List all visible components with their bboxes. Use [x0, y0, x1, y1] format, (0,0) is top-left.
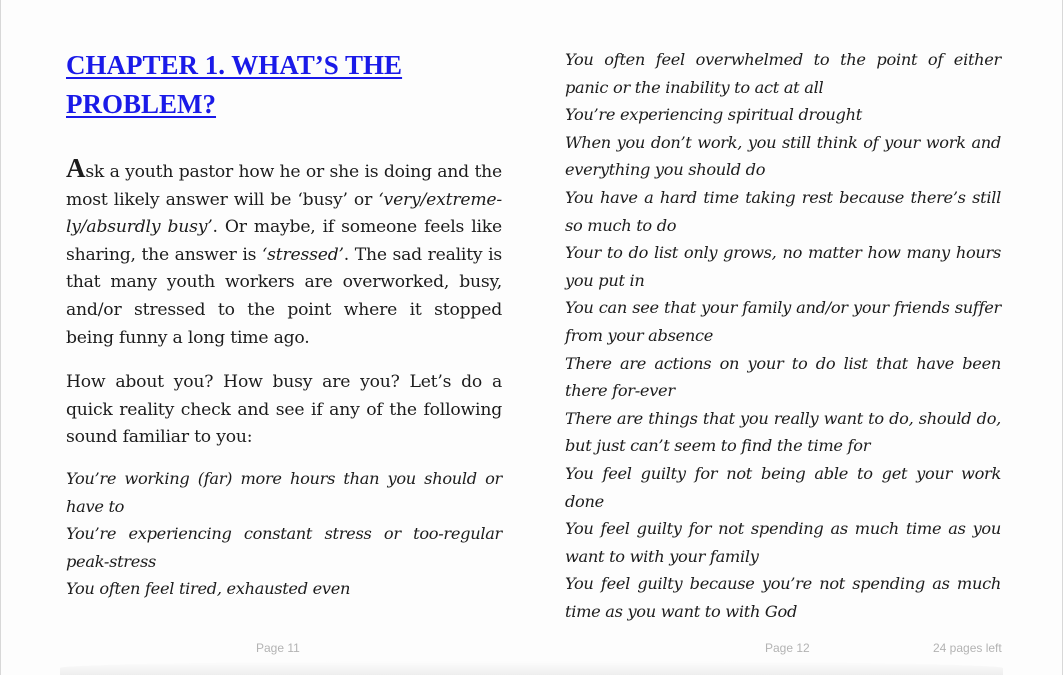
list-item: You’re working (far) more hours than you should or have to	[66, 469, 502, 516]
list-item: You have a hard time taking rest because there’s still so much to do	[565, 187, 1001, 235]
intro-text-3: . The sad reality is that many youth workers are overworked, busy, and/or stressed to the point where it stopped being funny a long time ago.	[66, 244, 503, 348]
pages-left-indicator: 24 pages left	[933, 641, 1002, 655]
page-bottom-shadow	[60, 661, 1003, 675]
intro-emphasis-stressed: ‘stressed’	[261, 244, 344, 265]
chapter-title-link[interactable]	[66, 46, 402, 124]
reality-check-paragraph: How about you? How busy are you? Let’s do a quick reality check and see if any of the following sound familiar to you:	[66, 372, 502, 448]
page-number-right: Page 12	[765, 641, 810, 655]
chapter-title-line-2[interactable]: PROBLEM?	[66, 89, 217, 119]
list-item: You feel guilty for not spending as much time as you want to with your family	[565, 519, 1001, 566]
left-page	[66, 0, 502, 675]
intro-text-1: sk a youth pastor how he or she is doing and the most likely answer will be ‘busy’ or	[66, 162, 502, 210]
intro-text-2: . Or maybe, if someone feels like sharing, the answer is	[66, 217, 502, 265]
chapter-title-line-1[interactable]: CHAPTER 1. WHAT’S THE	[66, 50, 403, 80]
list-item: You often feel tired, exhausted even	[66, 579, 351, 599]
left-page-edge	[0, 0, 1, 675]
list-item: You feel guilty for not being able to get your work done	[565, 463, 1001, 511]
intro-paragraph	[66, 153, 503, 352]
list-item: You often feel overwhelmed to the point of either panic or the inability to act at all	[565, 50, 1001, 97]
page-number-left: Page 11	[256, 641, 300, 655]
list-item: There are things that you really want to do, should do, but just can’t seem to find the time for	[565, 408, 1001, 456]
list-item: Your to do list only grows, no matter how many hours you put in	[565, 243, 1001, 290]
right-page	[565, 0, 1001, 675]
symptom-list-left	[66, 465, 502, 603]
drop-cap: A	[66, 153, 86, 183]
list-item: There are actions on your to do list that have been there for-ever	[565, 353, 1001, 401]
intro-emphasis-busy: ‘very/extreme-ly/absurdly busy’	[66, 189, 502, 238]
list-item: You’re experiencing spiritual drought	[565, 105, 862, 125]
list-item: You feel guilty because you’re not spending as much time as you want to with God	[565, 574, 1001, 621]
list-item: When you don’t work, you still think of your work and everything you should do	[565, 132, 1001, 180]
list-item: You’re experiencing constant stress or too-regular peak-stress	[66, 524, 502, 571]
symptom-list-right	[565, 46, 1001, 625]
list-item: You can see that your family and/or your friends suffer from your absence	[565, 298, 1001, 345]
